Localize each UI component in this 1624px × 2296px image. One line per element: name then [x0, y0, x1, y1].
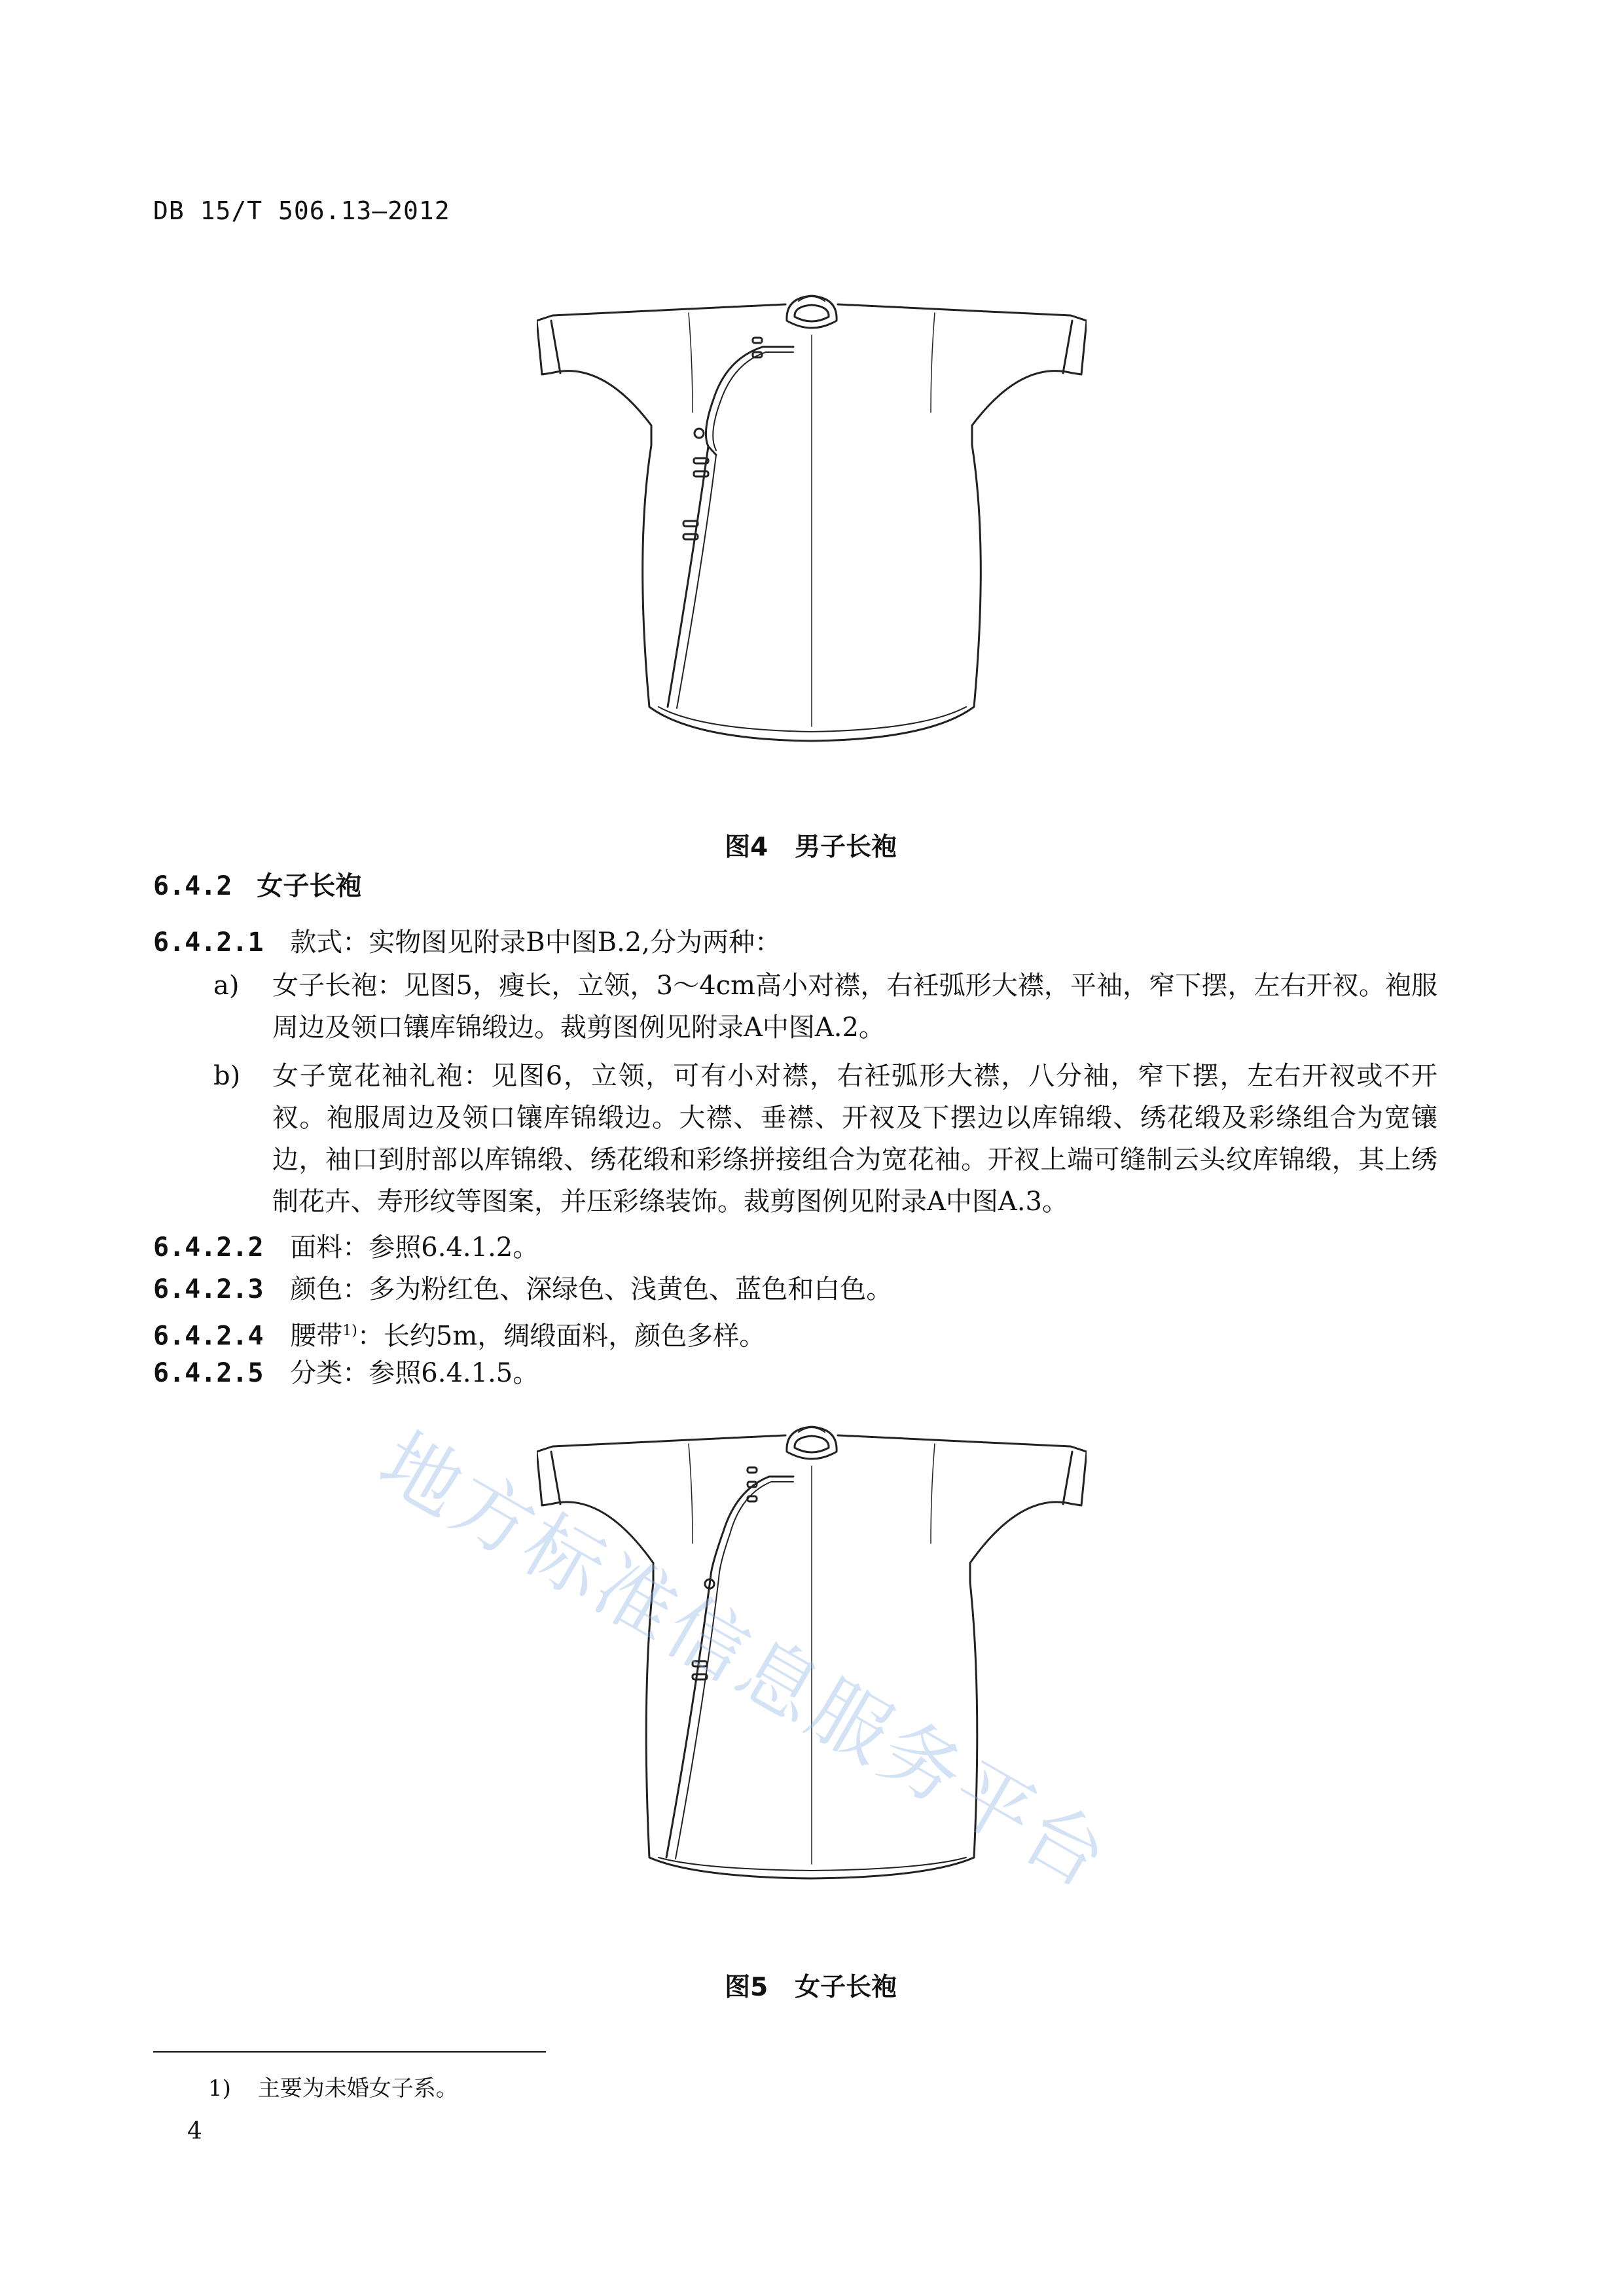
figure-5-caption	[707, 1937, 897, 2003]
footnote	[208, 2070, 458, 2102]
clause-text: 面料：参照6.4.1.2。	[290, 1232, 539, 1263]
section-title: 女子长袍	[257, 871, 362, 901]
footnote-reference[interactable]: 1)	[342, 1323, 357, 1339]
figure-4-male-robe-drawing	[537, 275, 1087, 746]
clause-number: 6.4.2.2	[153, 1232, 264, 1263]
figure-5-caption-text: 女子长袍	[795, 1973, 897, 2002]
clause-text: 分类：参照6.4.1.5。	[290, 1358, 539, 1388]
section-number: 6.4.2	[153, 871, 232, 901]
clause-6-4-2-5	[153, 1352, 539, 1394]
page-number: 4	[187, 2118, 202, 2145]
list-item-a	[213, 965, 1457, 1056]
clause-6-4-2-1	[153, 922, 781, 963]
footnote-separator	[153, 2051, 546, 2053]
figure-4-caption	[707, 797, 897, 863]
footnote-text: 主要为未婚女子系。	[257, 2075, 458, 2102]
document-id: DB 15/T 506.13—2012	[153, 196, 450, 225]
list-item-text: 女子长袍：见图5，瘦长，立领，3～4cm高小对襟，右衽弧形大襟，平袖，窄下摆，左右开衩。袍服周边及领口镶库锦缎边。裁剪图例见附录A中图A.2。	[272, 971, 1437, 1043]
clause-6-4-2-2	[153, 1227, 539, 1268]
clause-6-4-2-3	[153, 1268, 892, 1310]
clause-text: 颜色：多为粉红色、深绿色、浅黄色、蓝色和白色。	[290, 1274, 893, 1304]
clause-number: 6.4.2.5	[153, 1358, 264, 1388]
watermark-text: 地方标准信息服务平台	[365, 1416, 1125, 1907]
clause-text: 款式：实物图见附录B中图B.2,分为两种：	[290, 927, 781, 958]
figure-4-caption-number: 图4	[725, 833, 768, 862]
list-item-b	[213, 1055, 1457, 1223]
footnote-marker: 1)	[208, 2075, 231, 2102]
list-item-text: 女子宽花袖礼袍：见图6，立领，可有小对襟，右衽弧形大襟，八分袖，窄下摆，左右开衩或不开衩。袍服周边及领口镶库锦缎边。大襟、垂襟、开衩及下摆边以库锦缎、绣花缎及彩绦组合为宽镶边，袖口到肘部以库锦缎、绣花缎和彩绦拼接组合为宽花袖。开衩上端可缝制云头纹库锦缎，其上绣制花卉、寿形纹等图案，并压彩绦装饰。裁剪图例见附录A中图A.3。	[272, 1061, 1437, 1217]
clause-number: 6.4.2.1	[153, 927, 264, 958]
clause-text-after: ：长约5m，绸缎面料，颜色多样。	[357, 1321, 766, 1352]
section-heading	[153, 865, 361, 903]
list-item-marker: b)	[213, 1061, 241, 1091]
list-item-marker: a)	[213, 971, 240, 1001]
clause-number: 6.4.2.4	[153, 1321, 264, 1352]
clause-6-4-2-4	[153, 1310, 765, 1357]
clause-text-before: 腰带	[290, 1321, 343, 1352]
figure-4-caption-text: 男子长袍	[795, 833, 897, 862]
clause-number: 6.4.2.3	[153, 1274, 264, 1304]
figure-5-caption-number: 图5	[725, 1973, 768, 2002]
